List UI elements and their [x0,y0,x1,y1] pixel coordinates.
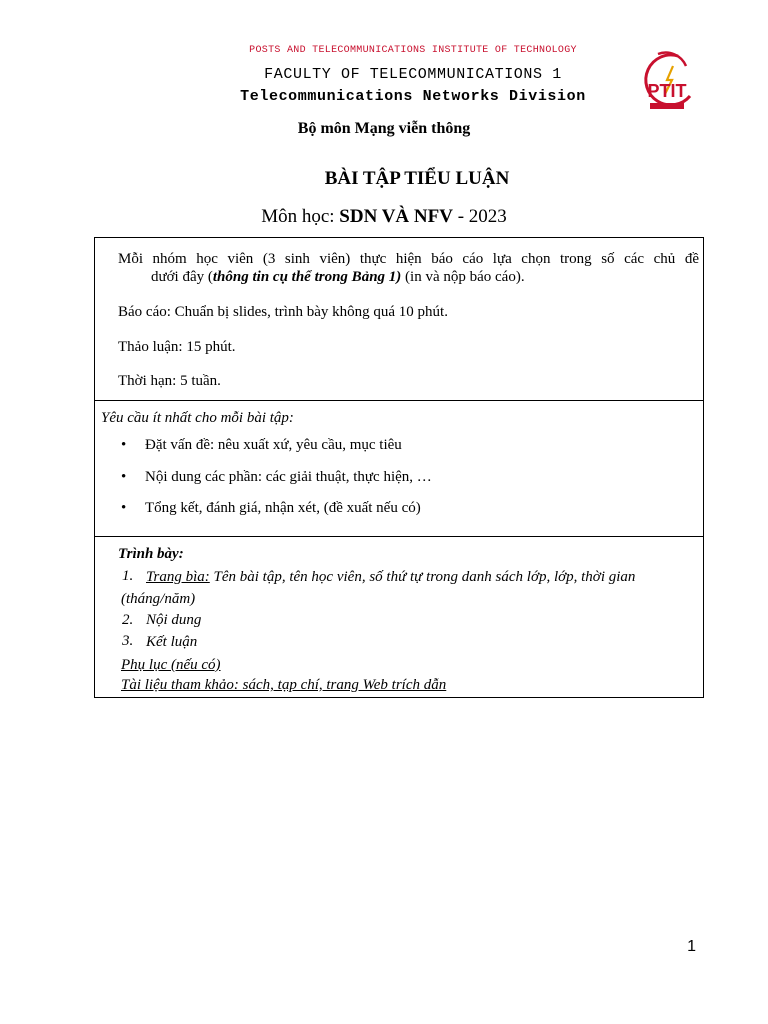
instructions-line-1: Mỗi nhóm học viên (3 sinh viên) thực hiện báo cáo lựa chọn trong số các chủ đề [118,251,699,267]
instructions-line-2-prefix: dưới đây ( [151,269,213,285]
list-item-content: Nội dung [146,612,202,628]
list-item-cover-cont: (tháng/năm) [121,591,196,607]
requirements-box [94,400,704,537]
presentation-box [94,536,704,698]
discussion-info: Thảo luận: 15 phút. [118,339,236,355]
list-item-cover [146,566,635,588]
requirements-heading: Yêu cầu ít nhất cho mỗi bài tập: [101,410,294,426]
subject-year: - 2023 [452,206,507,227]
deadline-info: Thời hạn: 5 tuần. [118,373,221,389]
requirement-item: Đặt vấn đề: nêu xuất xứ, yêu cầu, mục tiêu [145,437,402,453]
cover-label: Trang bìa: [146,569,210,585]
subject-name: SDN VÀ NFV [339,206,453,227]
instructions-box [94,237,704,401]
faculty-name: FACULTY OF TELECOMMUNICATIONS 1 [264,66,562,83]
references-line: Tài liệu tham khảo: sách, tạp chí, trang Web trích dẫn [121,677,447,693]
appendix-line: Phụ lục (nếu có) [121,657,221,673]
instructions-line-2-suffix: (in và nộp báo cáo). [401,269,525,285]
page-number: 1 [687,938,696,955]
list-number: 3. [122,633,134,649]
cover-text: Tên bài tập, tên học viên, số thứ tự trong danh sách lớp, lớp, thời gian [209,569,636,585]
division-name: Telecommunications Networks Division [240,88,586,105]
bullet-icon: • [121,500,127,516]
department-name: Bộ môn Mạng viễn thông [297,120,471,137]
bullet-icon: • [121,469,127,485]
bullet-icon: • [121,437,127,453]
presentation-heading: Trình bày: [118,546,184,562]
page-title: BÀI TẬP TIỂU LUẬN [324,168,510,189]
report-info: Báo cáo: Chuẩn bị slides, trình bày không quá 10 phút. [118,304,448,320]
requirement-item: Tổng kết, đánh giá, nhận xét, (đề xuất nếu có) [145,500,421,516]
instructions-line-2 [151,268,525,286]
subject-prefix: Môn học: [261,206,340,227]
list-item-conclusion: Kết luận [146,634,198,650]
requirement-item: Nội dung các phần: các giải thuật, thực hiện, … [145,469,432,485]
subject-line [0,206,768,228]
table-reference: thông tin cụ thể trong Bảng 1) [212,269,402,285]
logo-text: PTIT [647,81,687,101]
institute-name: POSTS AND TELECOMMUNICATIONS INSTITUTE OF TECHNOLOGY [249,45,577,56]
ptit-logo [638,46,696,118]
list-number: 2. [122,612,134,628]
list-number: 1. [122,568,134,584]
